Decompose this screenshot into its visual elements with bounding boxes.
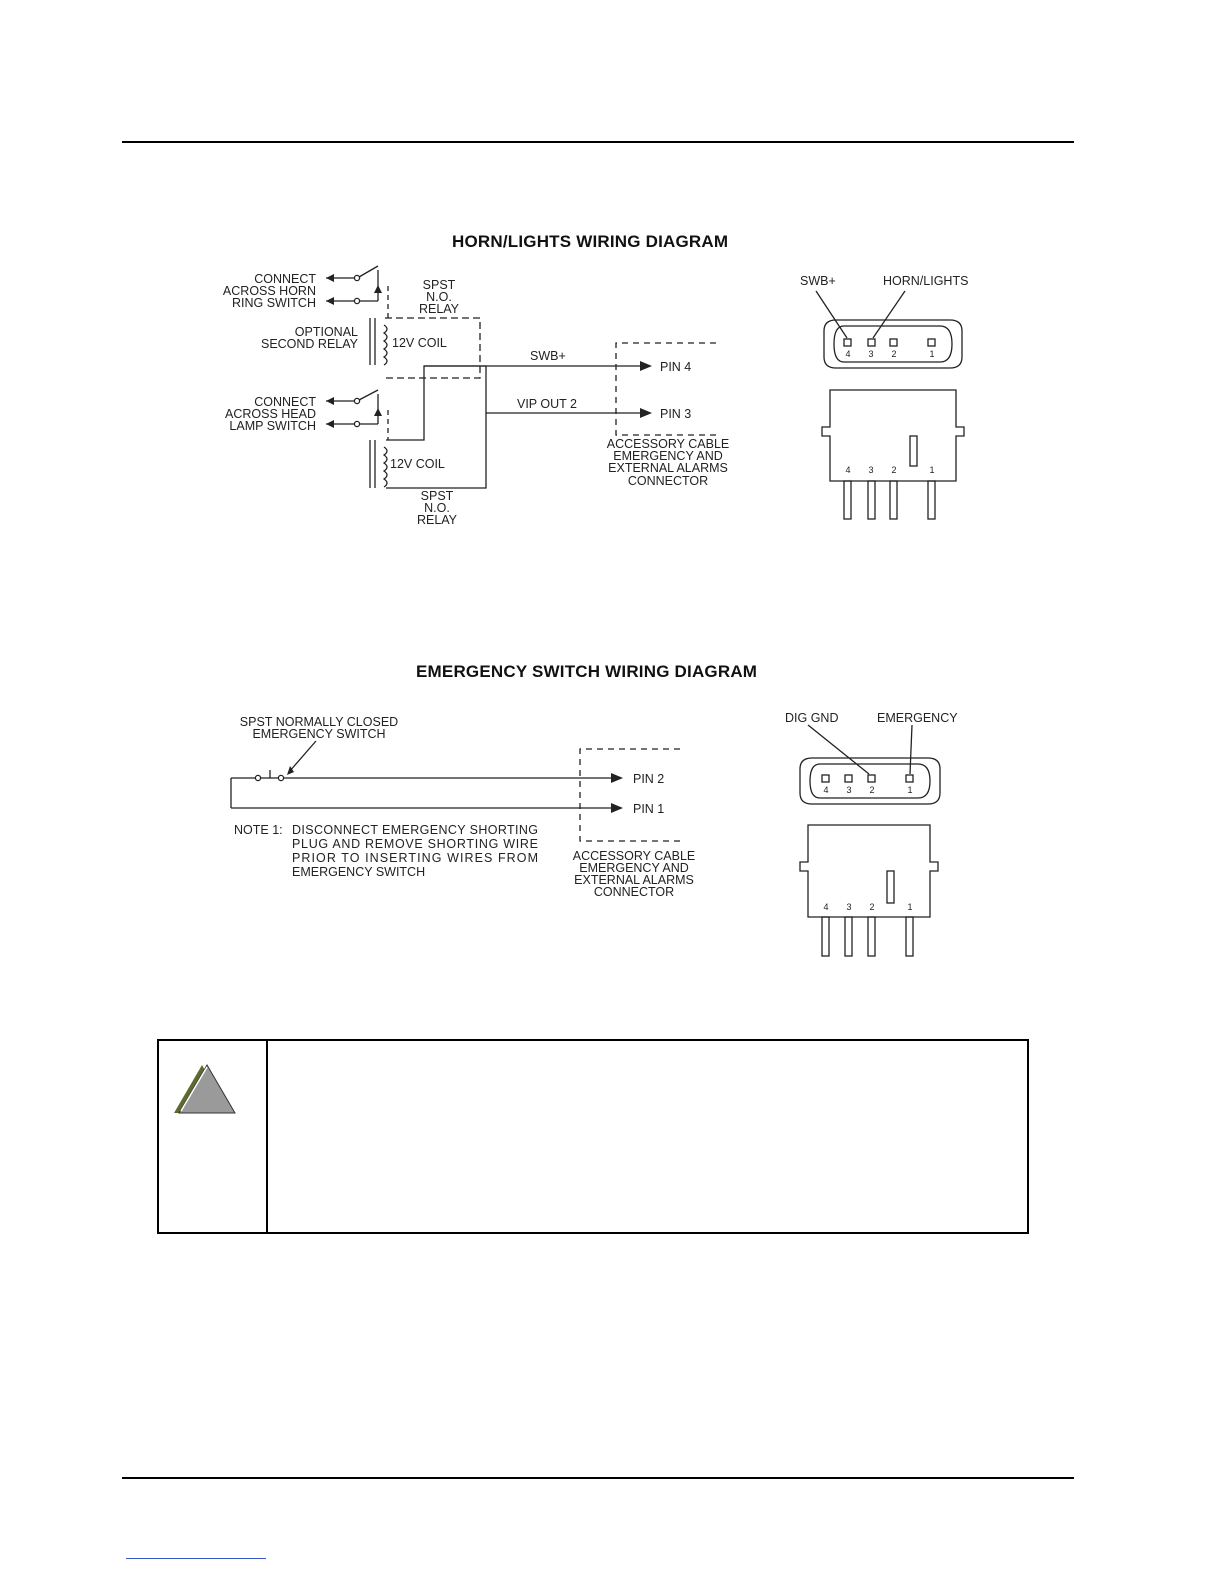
pin-2-label: PIN 2 bbox=[633, 772, 665, 786]
pin-number: 3 bbox=[868, 349, 874, 359]
accessory-label-line3: EXTERNAL ALARMS bbox=[608, 461, 728, 475]
wire-swb-label: SWB+ bbox=[530, 349, 566, 363]
accessory-label-line1: ACCESSORY CABLE bbox=[572, 849, 696, 863]
relay-top-label-line3: RELAY bbox=[418, 302, 460, 316]
coil-top-label: 12V COIL bbox=[392, 336, 447, 350]
pin-number: 3 bbox=[846, 785, 852, 795]
connect-horn-label-line2: ACROSS HORN bbox=[222, 284, 316, 298]
caution-box bbox=[157, 1039, 1029, 1234]
relay-top-label-line2: N.O. bbox=[426, 290, 452, 304]
accessory-label-line4: CONNECTOR bbox=[593, 885, 675, 899]
pin-number: 3 bbox=[846, 902, 852, 912]
pin-number: 4 bbox=[823, 785, 829, 795]
connector-swb-label: SWB+ bbox=[800, 274, 836, 288]
pin-number: 4 bbox=[823, 902, 829, 912]
pin-1-label: PIN 1 bbox=[633, 802, 665, 816]
pin-number: 4 bbox=[845, 349, 851, 359]
footer-link-underline bbox=[126, 1558, 266, 1559]
note-line-1: DISCONNECT EMERGENCY SHORTING bbox=[292, 823, 538, 837]
accessory-label-line1: ACCESSORY CABLE bbox=[606, 437, 730, 451]
note-prefix: NOTE 1: bbox=[234, 823, 283, 837]
arrow-icon bbox=[611, 773, 623, 783]
connector-emergency-label: EMERGENCY bbox=[877, 711, 958, 725]
pin-3-label: PIN 3 bbox=[660, 407, 692, 421]
pin-number: 2 bbox=[869, 902, 875, 912]
accessory-label-line4: CONNECTOR bbox=[627, 474, 709, 488]
connect-lamp-label-line3: LAMP SWITCH bbox=[229, 419, 316, 433]
connect-horn-label-line1: CONNECT bbox=[254, 272, 316, 286]
note-line-4: EMERGENCY SWITCH bbox=[292, 865, 426, 879]
optional-relay-label-line1: OPTIONAL bbox=[294, 325, 358, 339]
wire-vip-label: VIP OUT 2 bbox=[517, 397, 577, 411]
pin-number: 1 bbox=[907, 785, 913, 795]
caution-triangle-icon bbox=[171, 1063, 243, 1119]
pin-number: 2 bbox=[891, 349, 897, 359]
relay-bottom-label-line1: SPST bbox=[420, 489, 454, 503]
accessory-label-line2: EMERGENCY AND bbox=[579, 861, 689, 875]
note-line-2: PLUG AND REMOVE SHORTING WIRE bbox=[292, 837, 538, 851]
optional-relay-label-line2: SECOND RELAY bbox=[260, 337, 358, 351]
connect-horn-label-line3: RING SWITCH bbox=[231, 296, 316, 310]
switch-label-line2: EMERGENCY SWITCH bbox=[252, 727, 386, 741]
horn-diagram-title: HORN/LIGHTS WIRING DIAGRAM bbox=[452, 232, 729, 251]
relay-bottom-label-line3: RELAY bbox=[416, 513, 458, 527]
relay-top-label-line1: SPST bbox=[422, 278, 456, 292]
pin-number: 1 bbox=[929, 465, 935, 475]
pin-number: 3 bbox=[868, 465, 874, 475]
accessory-label-line3: EXTERNAL ALARMS bbox=[574, 873, 694, 887]
pin-number: 2 bbox=[891, 465, 897, 475]
connector-side-bottom bbox=[800, 825, 938, 956]
connect-lamp-label-line2: ACROSS HEAD bbox=[225, 407, 316, 421]
emergency-diagram-title: EMERGENCY SWITCH WIRING DIAGRAM bbox=[416, 662, 758, 681]
pin-number: 1 bbox=[907, 902, 913, 912]
accessory-label-line2: EMERGENCY AND bbox=[613, 449, 723, 463]
pin-number: 1 bbox=[929, 349, 935, 359]
pin-number: 2 bbox=[869, 785, 875, 795]
switch-label-line1: SPST NORMALLY CLOSED bbox=[239, 715, 399, 729]
connector-horn-lights-label: HORN/LIGHTS bbox=[883, 274, 969, 288]
relay-bottom-label-line2: N.O. bbox=[424, 501, 450, 515]
coil-bottom-label: 12V COIL bbox=[390, 457, 445, 471]
pin-4-label: PIN 4 bbox=[660, 360, 692, 374]
connect-lamp-label-line1: CONNECT bbox=[254, 395, 316, 409]
arrow-icon bbox=[611, 803, 623, 813]
note-line-3: PRIOR TO INSERTING WIRES FROM bbox=[292, 851, 538, 865]
bottom-rule bbox=[122, 1477, 1074, 1479]
caution-divider bbox=[266, 1041, 268, 1232]
connector-dig-gnd-label: DIG GND bbox=[785, 711, 839, 725]
pin-number: 4 bbox=[845, 465, 851, 475]
